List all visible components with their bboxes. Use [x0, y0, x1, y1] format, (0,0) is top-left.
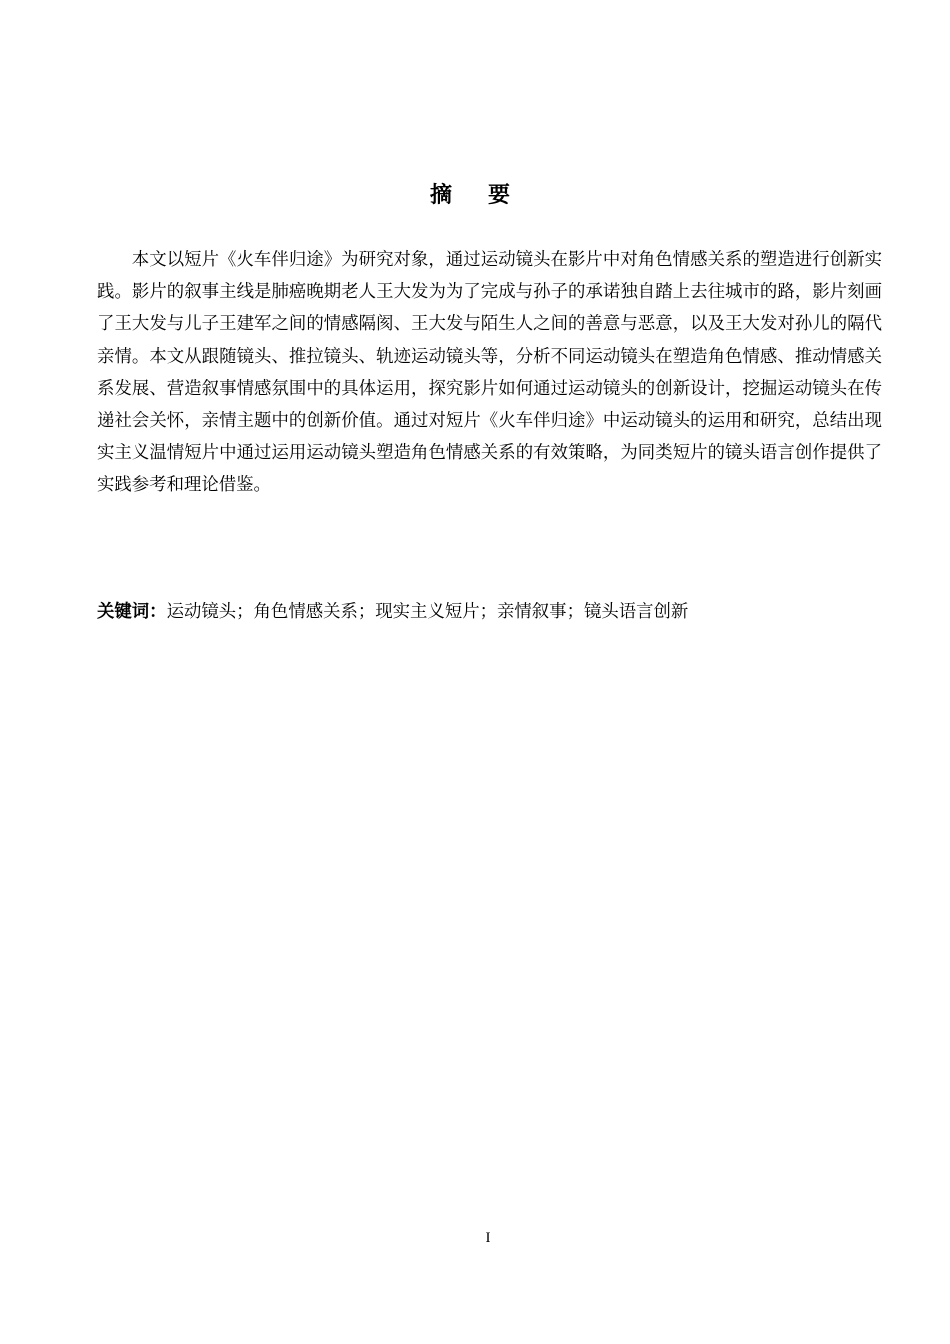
keywords-line — [97, 596, 882, 628]
keywords-text: 运动镜头；角色情感关系；现实主义短片；亲情叙事；镜头语言创新 — [166, 602, 689, 622]
abstract-body: 本文以短片《火车伴归途》为研究对象，通过运动镜头在影片中对角色情感关系的塑造进行创新实践。影片的叙事主线是肺癌晚期老人王大发为为了完成与孙子的承诺独自踏上去往城市的路，影片刻画了王大发与儿子王建军之间的情感隔阂、王大发与陌生人之间的善意与恶意，以及王大发对孙儿的隔代亲情。本文从跟随镜头、推拉镜头、轨迹运动镜头等，分析不同运动镜头在塑造角色情感、推动情感关系发展、营造叙事情感氛围中的具体运用，探究影片如何通过运动镜头的创新设计，挖掘运动镜头在传递社会关怀，亲情主题中的创新价值。通过对短片《火车伴归途》中运动镜头的运用和研究，总结出现实主义温情短片中通过运用运动镜头塑造角色情感关系的有效策略，为同类短片的镜头语言创作提供了实践参考和理论借鉴。 — [97, 250, 882, 496]
keywords-label: 关键词： — [97, 602, 167, 622]
page-number: I — [485, 1230, 491, 1246]
abstract-title: 摘要 — [429, 183, 546, 208]
